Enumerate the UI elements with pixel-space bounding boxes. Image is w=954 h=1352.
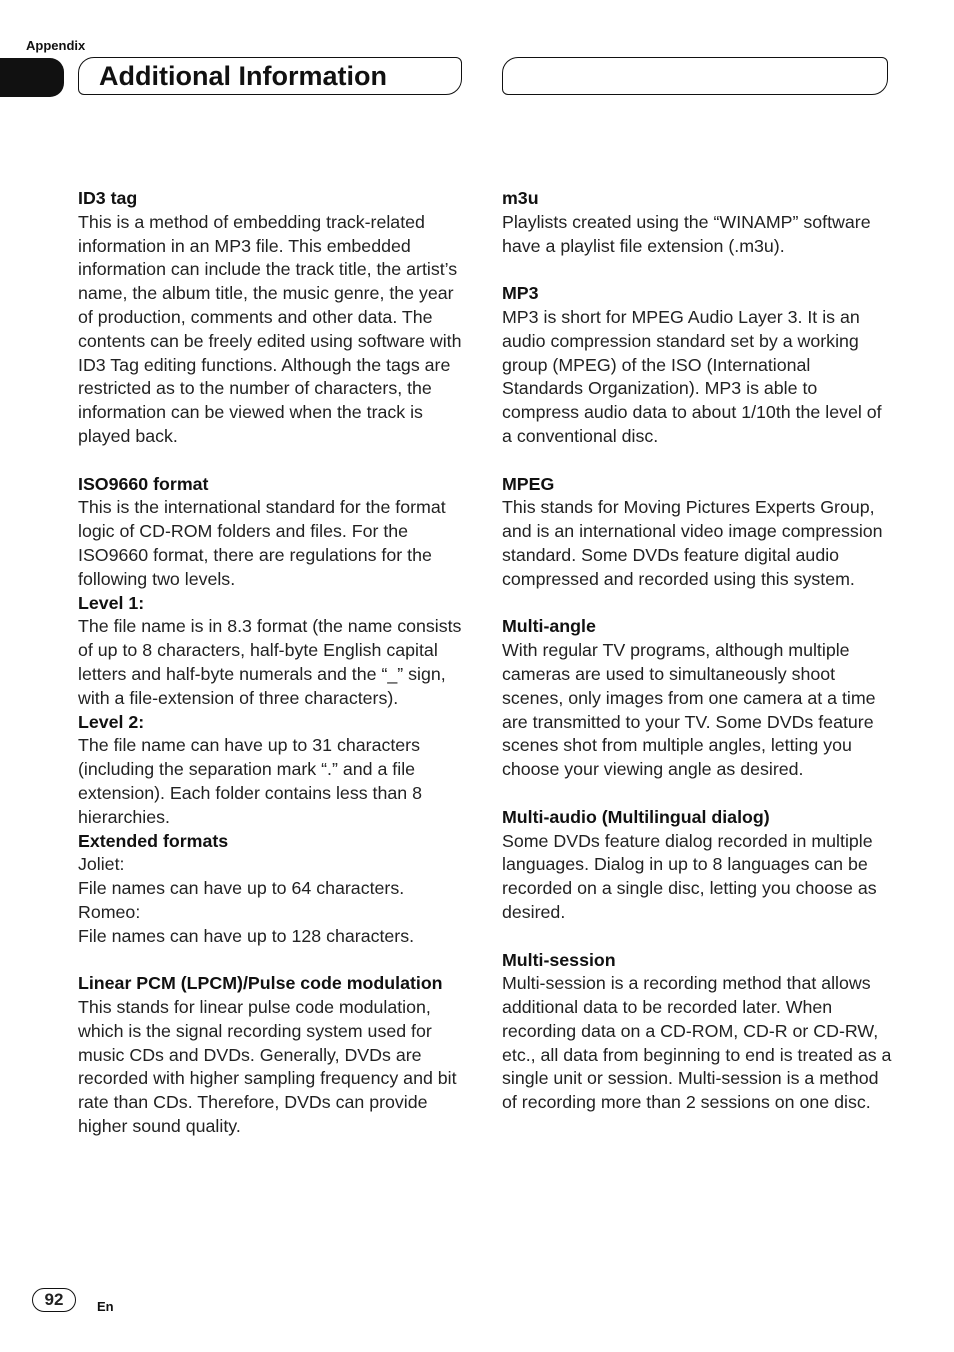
term-body: This is a method of embedding track-related information in an MP3 file. This embedded information can include the track title, the artist’s name, the album title, the music genre, the year of production, comments and other data. The contents can be freely edited using software with ID3 Tag editing functions. Although the tags are restricted as to the number of characters, the information can be viewed when the track is played back. — [78, 211, 462, 446]
joliet-label: Joliet: — [78, 854, 125, 875]
language-code: En — [97, 1299, 114, 1314]
term-body: Multi-session is a recording method that allows additional data to be recorded later. When recording data on a CD-ROM, CD-R or CD-RW, etc., all data from beginning to end is treated as a single unit or session. Multi-session is a method of recording more than 2 sessions on one disc. — [502, 973, 892, 1113]
glossary-entry-mp3 — [502, 282, 894, 449]
glossary-entry-lpcm — [78, 972, 470, 1139]
page-title: Additional Information — [99, 61, 387, 91]
subheading-level2: Level 2: — [78, 711, 145, 732]
term-body: This stands for Moving Pictures Experts Group, and is an international video image compression standard. Some DVDs feature digital audio compressed and recorded using this system. — [502, 497, 883, 589]
glossary-entry-multi-angle — [502, 615, 894, 782]
section-label: Appendix — [26, 38, 86, 53]
glossary-entry-iso9660 — [78, 473, 470, 949]
joliet-body: File names can have up to 64 characters. — [78, 878, 405, 899]
term-heading: MP3 — [502, 283, 539, 304]
glossary-entry-id3 — [78, 187, 470, 449]
term-heading: Multi-session — [502, 949, 616, 970]
glossary-entry-multi-session — [502, 949, 894, 1116]
term-heading: ID3 tag — [78, 188, 138, 208]
subheading-extended: Extended formats — [78, 830, 229, 851]
term-body: MP3 is short for MPEG Audio Layer 3. It is an audio compression standard set by a working group (MPEG) of the ISO (International Standards Organization). MP3 is able to compress audio data to about 1/10th the level of a conventional disc. — [502, 306, 882, 446]
right-column — [502, 187, 894, 1139]
subheading-level1: Level 1: — [78, 592, 145, 613]
term-heading: m3u — [502, 188, 539, 208]
term-heading: Multi-audio (Multilingual dialog) — [502, 806, 770, 827]
term-body: With regular TV programs, although multiple cameras are used to simultaneously shoot scenes, only images from one camera at a time are transmitted to your TV. Some DVDs feature scenes shot from multiple angles, letting you choose your viewing angle as desired. — [502, 640, 876, 780]
level1-body: The file name is in 8.3 format (the name consists of up to 8 characters, half-byte English capital letters and half-byte numerals and the “_” sign, with a file-extension of three characters). — [78, 616, 462, 708]
section-tab-marker — [0, 58, 64, 97]
glossary-entry-multi-audio — [502, 806, 894, 925]
term-body: This stands for linear pulse code modulation, which is the signal recording system used for music CDs and DVDs. Generally, DVDs are recorded with higher sampling frequency and bit rate than CDs. Therefore, DVDs can provide higher sound quality. — [78, 997, 457, 1137]
term-body: Playlists created using the “WINAMP” software have a playlist file extension (.m3u). — [502, 211, 871, 256]
left-column — [78, 187, 470, 1163]
page-number: 92 — [32, 1288, 76, 1312]
term-body: This is the international standard for the format logic of CD-ROM folders and files. For the ISO9660 format, there are regulations for the following two levels. — [78, 497, 446, 589]
glossary-entry-m3u — [502, 187, 894, 258]
romeo-body: File names can have up to 128 characters. — [78, 925, 415, 946]
term-heading: Multi-angle — [502, 616, 596, 637]
romeo-label: Romeo: — [78, 901, 141, 922]
term-heading: MPEG — [502, 473, 555, 494]
glossary-entry-mpeg — [502, 473, 894, 592]
term-body: Some DVDs feature dialog recorded in multiple languages. Dialog in up to 8 languages can be recorded on a single disc, letting you choose as desired. — [502, 830, 877, 922]
page-title-box — [78, 57, 462, 95]
header-empty-box — [502, 57, 888, 95]
term-heading: ISO9660 format — [78, 473, 209, 494]
level2-body: The file name can have up to 31 characters (including the separation mark “.” and a file extension). Each folder contains less than 8 hierarchies. — [78, 735, 422, 827]
term-heading: Linear PCM (LPCM)/Pulse code modulation — [78, 973, 443, 994]
